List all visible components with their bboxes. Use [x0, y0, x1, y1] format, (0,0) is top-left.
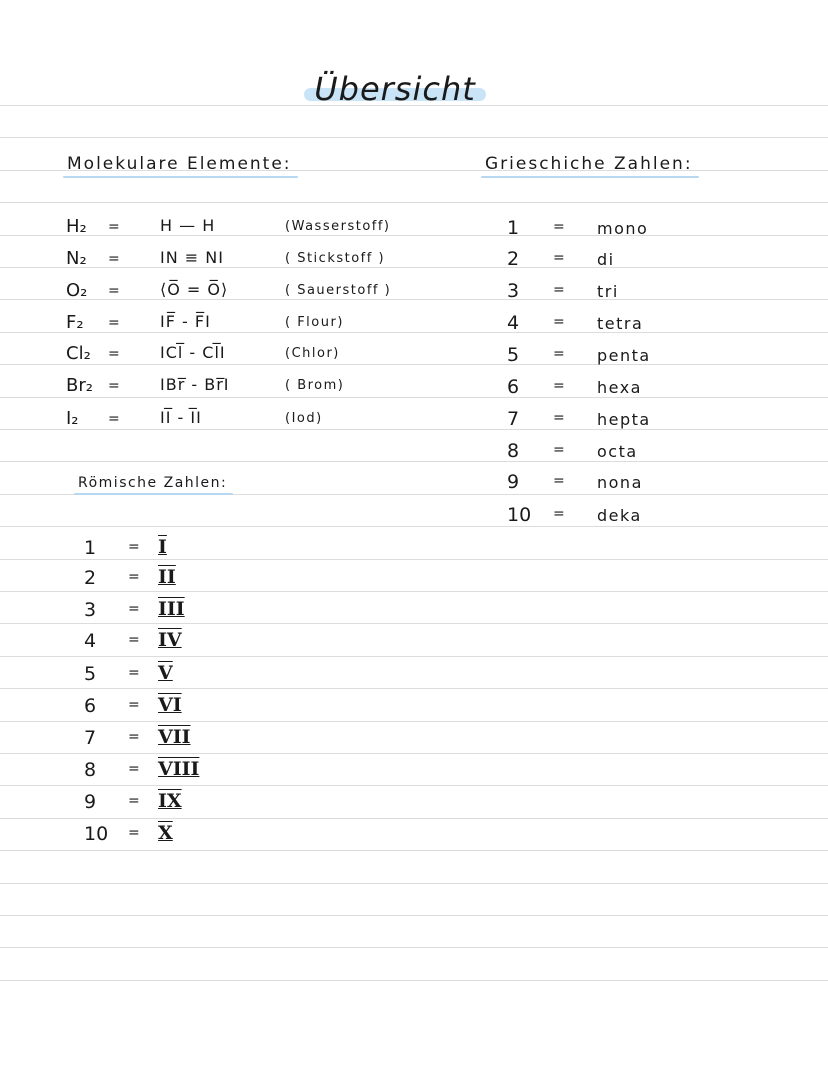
greek-prefix: octa — [597, 442, 638, 461]
equals-sign: = — [128, 569, 140, 585]
greek-number: 3 — [507, 280, 520, 302]
ruled-line — [0, 688, 828, 689]
ruled-line — [0, 656, 828, 657]
lewis-structure: IF̅ - F̅I — [160, 312, 211, 331]
equals-sign: = — [108, 378, 120, 394]
greek-number: 10 — [507, 504, 532, 526]
greek-prefix: nona — [597, 473, 643, 492]
equals-sign: = — [553, 282, 565, 298]
greek-prefix: deka — [597, 506, 642, 525]
element-name: (Wasserstoff) — [285, 219, 391, 234]
ruled-line — [0, 753, 828, 754]
element-name: ( Sauerstoff ) — [285, 283, 392, 298]
element-symbol: N₂ — [66, 248, 87, 269]
greek-prefix: hexa — [597, 378, 642, 397]
page-title-block — [300, 70, 490, 114]
roman-numeral: VII — [158, 726, 191, 748]
arabic-number: 8 — [84, 759, 97, 781]
greek-number: 9 — [507, 471, 520, 493]
element-symbol: Cl₂ — [66, 343, 91, 364]
ruled-line — [0, 721, 828, 722]
equals-sign: = — [108, 283, 120, 299]
lewis-structure: H — H — [160, 216, 216, 235]
equals-sign: = — [553, 410, 565, 426]
lewis-structure: IN ≡ NI — [160, 248, 224, 267]
greek-number: 5 — [507, 344, 520, 366]
greek-prefix: tri — [597, 282, 619, 301]
arabic-number: 4 — [84, 630, 97, 652]
page-title: Übersicht — [314, 70, 476, 108]
element-symbol: I₂ — [66, 408, 79, 429]
equals-sign: = — [553, 250, 565, 266]
roman-numeral: VI — [158, 694, 182, 716]
arabic-number: 1 — [84, 537, 97, 559]
greek-number: 4 — [507, 312, 520, 334]
roman-numeral: I — [158, 536, 167, 558]
arabic-number: 10 — [84, 823, 109, 845]
element-symbol: O₂ — [66, 280, 88, 301]
greek-heading-text: Grieschiche Zahlen: — [485, 154, 693, 174]
equals-sign: = — [553, 378, 565, 394]
ruled-line — [0, 332, 828, 333]
lewis-structure: ICl̅ - Cl̅I — [160, 343, 226, 362]
ruled-line — [0, 947, 828, 948]
ruled-line — [0, 980, 828, 981]
ruled-line — [0, 915, 828, 916]
equals-sign: = — [553, 346, 565, 362]
greek-prefix: hepta — [597, 410, 651, 429]
ruled-line — [0, 235, 828, 236]
equals-sign: = — [128, 761, 140, 777]
roman-heading — [78, 475, 227, 491]
ruled-line — [0, 364, 828, 365]
arabic-number: 6 — [84, 695, 97, 717]
equals-sign: = — [553, 506, 565, 522]
equals-sign: = — [108, 411, 120, 427]
roman-numeral: III — [158, 598, 185, 620]
element-name: ( Stickstoff ) — [285, 251, 386, 266]
greek-prefix: di — [597, 250, 615, 269]
equals-sign: = — [128, 729, 140, 745]
arabic-number: 2 — [84, 567, 97, 589]
ruled-line — [0, 526, 828, 527]
equals-sign: = — [108, 346, 120, 362]
arabic-number: 7 — [84, 727, 97, 749]
equals-sign: = — [553, 442, 565, 458]
molecular-heading-text: Molekulare Elemente: — [67, 154, 292, 174]
ruled-line — [0, 785, 828, 786]
roman-numeral: II — [158, 566, 176, 588]
greek-prefix: tetra — [597, 314, 644, 333]
equals-sign: = — [128, 697, 140, 713]
roman-heading-text: Römische Zahlen: — [78, 475, 228, 491]
greek-prefix: mono — [597, 219, 649, 238]
lewis-structure: IBr̅ - Br̅I — [160, 375, 230, 394]
ruled-line — [0, 591, 828, 592]
equals-sign: = — [128, 793, 140, 809]
ruled-line — [0, 397, 828, 398]
roman-numeral: X — [158, 822, 173, 844]
ruled-line — [0, 623, 828, 624]
equals-sign: = — [128, 539, 140, 555]
greek-number: 7 — [507, 408, 520, 430]
equals-sign: = — [128, 665, 140, 681]
element-name: ( Brom) — [285, 378, 345, 393]
equals-sign: = — [128, 632, 140, 648]
greek-heading — [485, 154, 693, 174]
ruled-line — [0, 818, 828, 819]
element-name: ( Flour) — [285, 315, 344, 330]
lewis-structure: II̅ - I̅I — [160, 408, 202, 427]
ruled-line — [0, 429, 828, 430]
element-symbol: F₂ — [66, 312, 84, 333]
equals-sign: = — [108, 315, 120, 331]
ruled-line — [0, 299, 828, 300]
ruled-line — [0, 461, 828, 462]
greek-number: 8 — [507, 440, 520, 462]
lewis-structure: ⟨O̅ = O̅⟩ — [160, 280, 229, 299]
arabic-number: 9 — [84, 791, 97, 813]
ruled-line — [0, 883, 828, 884]
roman-numeral: V — [158, 662, 173, 684]
element-symbol: Br₂ — [66, 375, 93, 396]
greek-heading-underline — [481, 176, 699, 178]
roman-numeral: VIII — [158, 758, 200, 780]
greek-number: 6 — [507, 376, 520, 398]
greek-number: 2 — [507, 248, 520, 270]
equals-sign: = — [553, 314, 565, 330]
element-name: (Chlor) — [285, 346, 340, 361]
equals-sign: = — [128, 825, 140, 841]
roman-heading-underline — [74, 493, 233, 495]
molecular-heading — [67, 154, 292, 174]
equals-sign: = — [553, 219, 565, 235]
equals-sign: = — [553, 473, 565, 489]
ruled-line — [0, 559, 828, 560]
roman-numeral: IX — [158, 790, 182, 812]
greek-number: 1 — [507, 217, 520, 239]
arabic-number: 5 — [84, 663, 97, 685]
roman-numeral: IV — [158, 629, 182, 651]
molecular-heading-underline — [63, 176, 298, 178]
element-name: (Iod) — [285, 411, 323, 426]
ruled-line — [0, 202, 828, 203]
ruled-line — [0, 850, 828, 851]
equals-sign: = — [108, 251, 120, 267]
element-symbol: H₂ — [66, 216, 87, 237]
arabic-number: 3 — [84, 599, 97, 621]
greek-prefix: penta — [597, 346, 651, 365]
ruled-line — [0, 137, 828, 138]
equals-sign: = — [108, 219, 120, 235]
equals-sign: = — [128, 601, 140, 617]
ruled-line — [0, 267, 828, 268]
